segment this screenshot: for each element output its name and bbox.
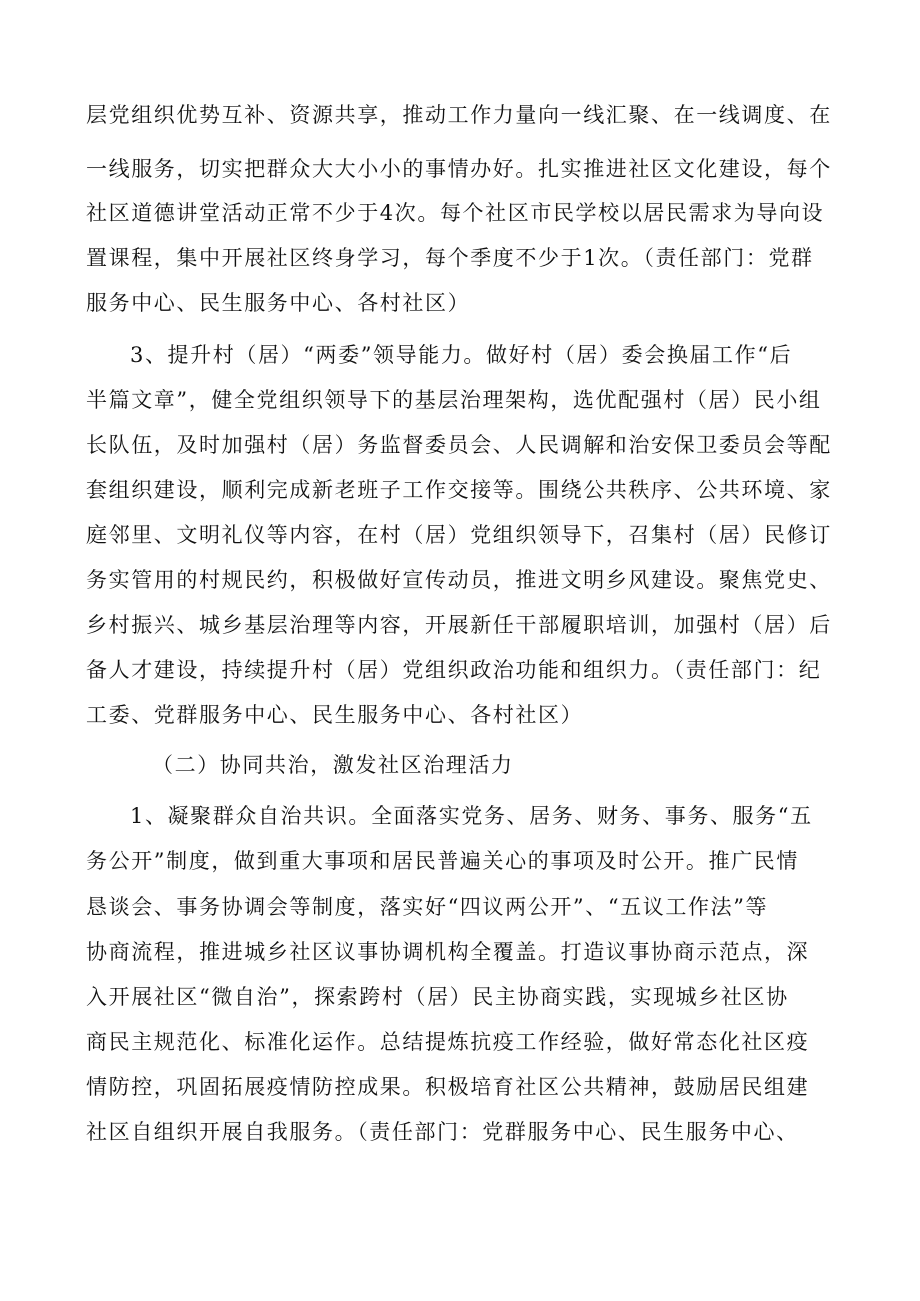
text-line: 层党组织优势互补、资源共享，推动工作力量向一线汇聚、在一线调度、在 bbox=[86, 103, 832, 127]
text-line: 一线服务，切实把群众大大小小的事情办好。扎实推进社区文化建设，每个 bbox=[86, 157, 832, 181]
text-line: 务公开”制度，做到重大事项和居民普遍关心的事项及时公开。推广民情 bbox=[86, 849, 799, 873]
text-line: 套组织建设，顺利完成新老班子工作交接等。围绕公共秩序、公共环境、家 bbox=[86, 478, 832, 502]
text-line: 置课程，集中开展社区终身学习，每个季度不少于1次。（责任部门：党群 bbox=[86, 246, 814, 270]
text-line: 社区自组织开展自我服务。（责任部门：党群服务中心、民生服务中心、 bbox=[86, 1120, 799, 1144]
text-line: 长队伍，及时加强村（居）务监督委员会、人民调解和治安保卫委员会等配 bbox=[86, 433, 832, 457]
text-line: 庭邻里、文明礼仪等内容，在村（居）党组织领导下，召集村（居）民修订 bbox=[86, 523, 832, 547]
text-line: 商民主规范化、标准化运作。总结提炼抗疫工作经验，做好常态化社区疫 bbox=[86, 1030, 810, 1054]
text-line: 入开展社区“微自治”，探索跨村（居）民主协商实践，实现城乡社区协 bbox=[86, 985, 789, 1009]
paragraph-start-line: 3、提升村（居）“两委”领导能力。做好村（居）委会换届工作“后 bbox=[130, 343, 793, 367]
text-line: 备人才建设，持续提升村（居）党组织政治功能和组织力。（责任部门：纪 bbox=[86, 658, 822, 682]
text-line: 工委、党群服务中心、民生服务中心、各村社区） bbox=[86, 703, 584, 727]
text-line: 半篇文章”，健全党组织领导下的基层治理架构，选优配强村（居）民小组 bbox=[86, 388, 822, 412]
text-line: 服务中心、民生服务中心、各村社区） bbox=[86, 291, 471, 315]
section-heading: （二）协同共治，激发社区治理活力 bbox=[152, 753, 514, 777]
text-line: 务实管用的村规民约，积极做好宣传动员，推进文明乡风建设。聚焦党史、 bbox=[86, 568, 832, 592]
text-line: 恳谈会、事务协调会等制度，落实好“四议两公开”、“五议工作法”等 bbox=[86, 895, 769, 919]
paragraph-start-line: 1、凝聚群众自治共识。全面落实党务、居务、财务、事务、服务“五 bbox=[130, 804, 813, 828]
text-line: 协商流程，推进城乡社区议事协调机构全覆盖。打造议事协商示范点，深 bbox=[86, 940, 810, 964]
text-line: 社区道德讲堂活动正常不少于4次。每个社区市民学校以居民需求为导向设 bbox=[86, 201, 825, 225]
text-line: 乡村振兴、城乡基层治理等内容，开展新任干部履职培训，加强村（居）后 bbox=[86, 613, 832, 637]
text-line: 情防控，巩固拓展疫情防控成果。积极培育社区公共精神，鼓励居民组建 bbox=[86, 1075, 810, 1099]
